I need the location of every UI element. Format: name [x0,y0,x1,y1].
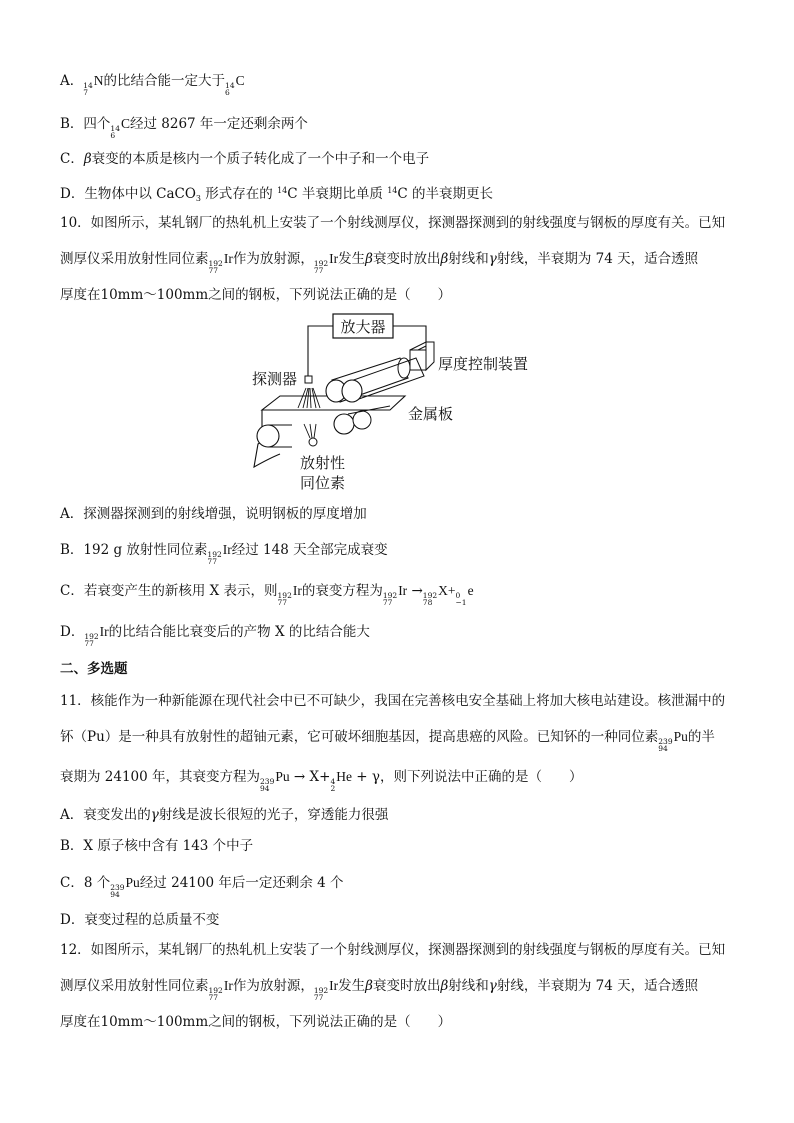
thickness-gauge-diagram [240,312,550,497]
option-d: D．生物体中以 CaCO$_3$ 形式存在的 $^{14}$C 半衰期比单质 $^{14}$C 的半衰期更长 [60,186,494,203]
isotope-ir192: 192 77 [382,591,398,607]
option-b: B．四个 14 6 C经过 8267 年一定还剩余两个 [60,116,308,140]
q10-line3: 厚度在10mm～100mm之间的钢板，下列说法正确的是（ ） [60,287,452,303]
isotope-ir192: 192 77 [208,259,223,275]
label-amplifier: 放大器 [340,318,386,336]
option-a: A． 14 7 N的比结合能一定大于 14 6 C [60,73,245,97]
q11-line1: 11．核能作为一种新能源在现代社会中已不可缺少，我国在完善核电安全基础上将加大核电站建设。核泄漏中的 [60,693,726,709]
section-multiple-choice: 二、多选题 [60,661,128,677]
q12-line1: 12．如图所示，某轧钢厂的热轧机上安装了一个射线测厚仪，探测器探测到的射线强度与钢板的厚度有关。已知 [60,942,726,958]
isotope-c14: 14 6 [225,81,235,97]
q12-line3: 厚度在10mm～100mm之间的钢板，下列说法正确的是（ ） [60,1014,452,1030]
q10-option-d: D． 192 77 Ir的比结合能比衰变后的产物 X 的比结合能大 [60,624,370,648]
isotope-c14: 14 6 [110,124,120,140]
isotope-ir192: 192 77 [277,591,292,607]
option-c: C．β衰变的本质是核内一个质子转化成了一个中子和一个电子 [60,151,430,167]
roller-left [257,425,292,447]
q11-option-c: C．8 个 239 94 Pu经过 24100 年后一定还剩余 4 个 [60,875,344,899]
q11-option-b: B．X 原子核中含有 143 个中子 [60,838,254,854]
isotope-pu239: 239 94 [260,777,275,793]
q11-line2: 钚（Pu）是一种具有放射性的超铀元素，它可破坏细胞基因，提高患癌的风险。已知钚的一种同位素 239 94 Pu的半 [60,729,715,753]
thickness-control-device [410,342,434,370]
isotope-ir192: 192 77 [313,986,329,1002]
q11-option-a: A．衰变发出的γ射线是波长很短的光子，穿透能力很强 [60,807,389,823]
isotope-ir192: 192 77 [313,259,329,275]
label-source-line1: 放射性 [300,454,346,472]
q10-option-b: B．192 g 放射性同位素 192 77 Ir经过 148 天全部完成衰变 [60,542,388,566]
q10-option-a: A．探测器探测到的射线增强，说明钢板的厚度增加 [60,506,367,522]
radioactive-source [309,438,317,446]
roller-upper [326,358,424,402]
detector [305,376,312,383]
isotope-ir192: 192 77 [207,550,222,566]
isotope-pu239: 239 94 [110,883,125,899]
wire-detector [308,326,333,376]
isotope-ir192: 192 77 [208,986,223,1002]
label-detector: 探测器 [252,370,298,388]
q10-line1: 10．如图所示，某轧钢厂的热轧机上安装了一个射线测厚仪，探测器探测到的射线强度与钢板的厚度有关。已知 [60,215,726,231]
q11-line3: 衰期为 24100 年，其衰变方程为 239 94 Pu → X+ 4 2 He + γ，则下列说法中正确的是（ ） [60,769,583,793]
isotope-he4: 4 2 [330,777,336,793]
q12-line2: 测厚仪采用放射性同位素 192 77 Ir作为放射源， 192 77 Ir发生β衰变时放出β射线和γ射线，半衰期为 74 天，适合透照 [60,978,699,1002]
electron-notation: 0 −1 [455,591,467,607]
q10-option-c: C．若衰变产生的新核用 X 表示，则 192 77 Ir的衰变方程为 192 77 Ir → 192 78 X+ 0 −1 e [60,583,474,607]
isotope-pu239: 239 94 [658,737,673,753]
isotope-ir192: 192 77 [84,632,99,648]
q10-line2: 测厚仪采用放射性同位素 192 77 Ir作为放射源， 192 77 Ir发生β衰变时放出β射线和γ射线，半衰期为 74 天，适合透照 [60,251,699,275]
label-source-line2: 同位素 [300,474,346,492]
label-metal-plate: 金属板 [408,405,454,423]
isotope-n14: 14 7 [83,81,93,97]
isotope-x192: 192 78 [422,591,438,607]
q11-option-d: D．衰变过程的总质量不变 [60,912,220,928]
label-thickness-control: 厚度控制装置 [438,355,529,373]
